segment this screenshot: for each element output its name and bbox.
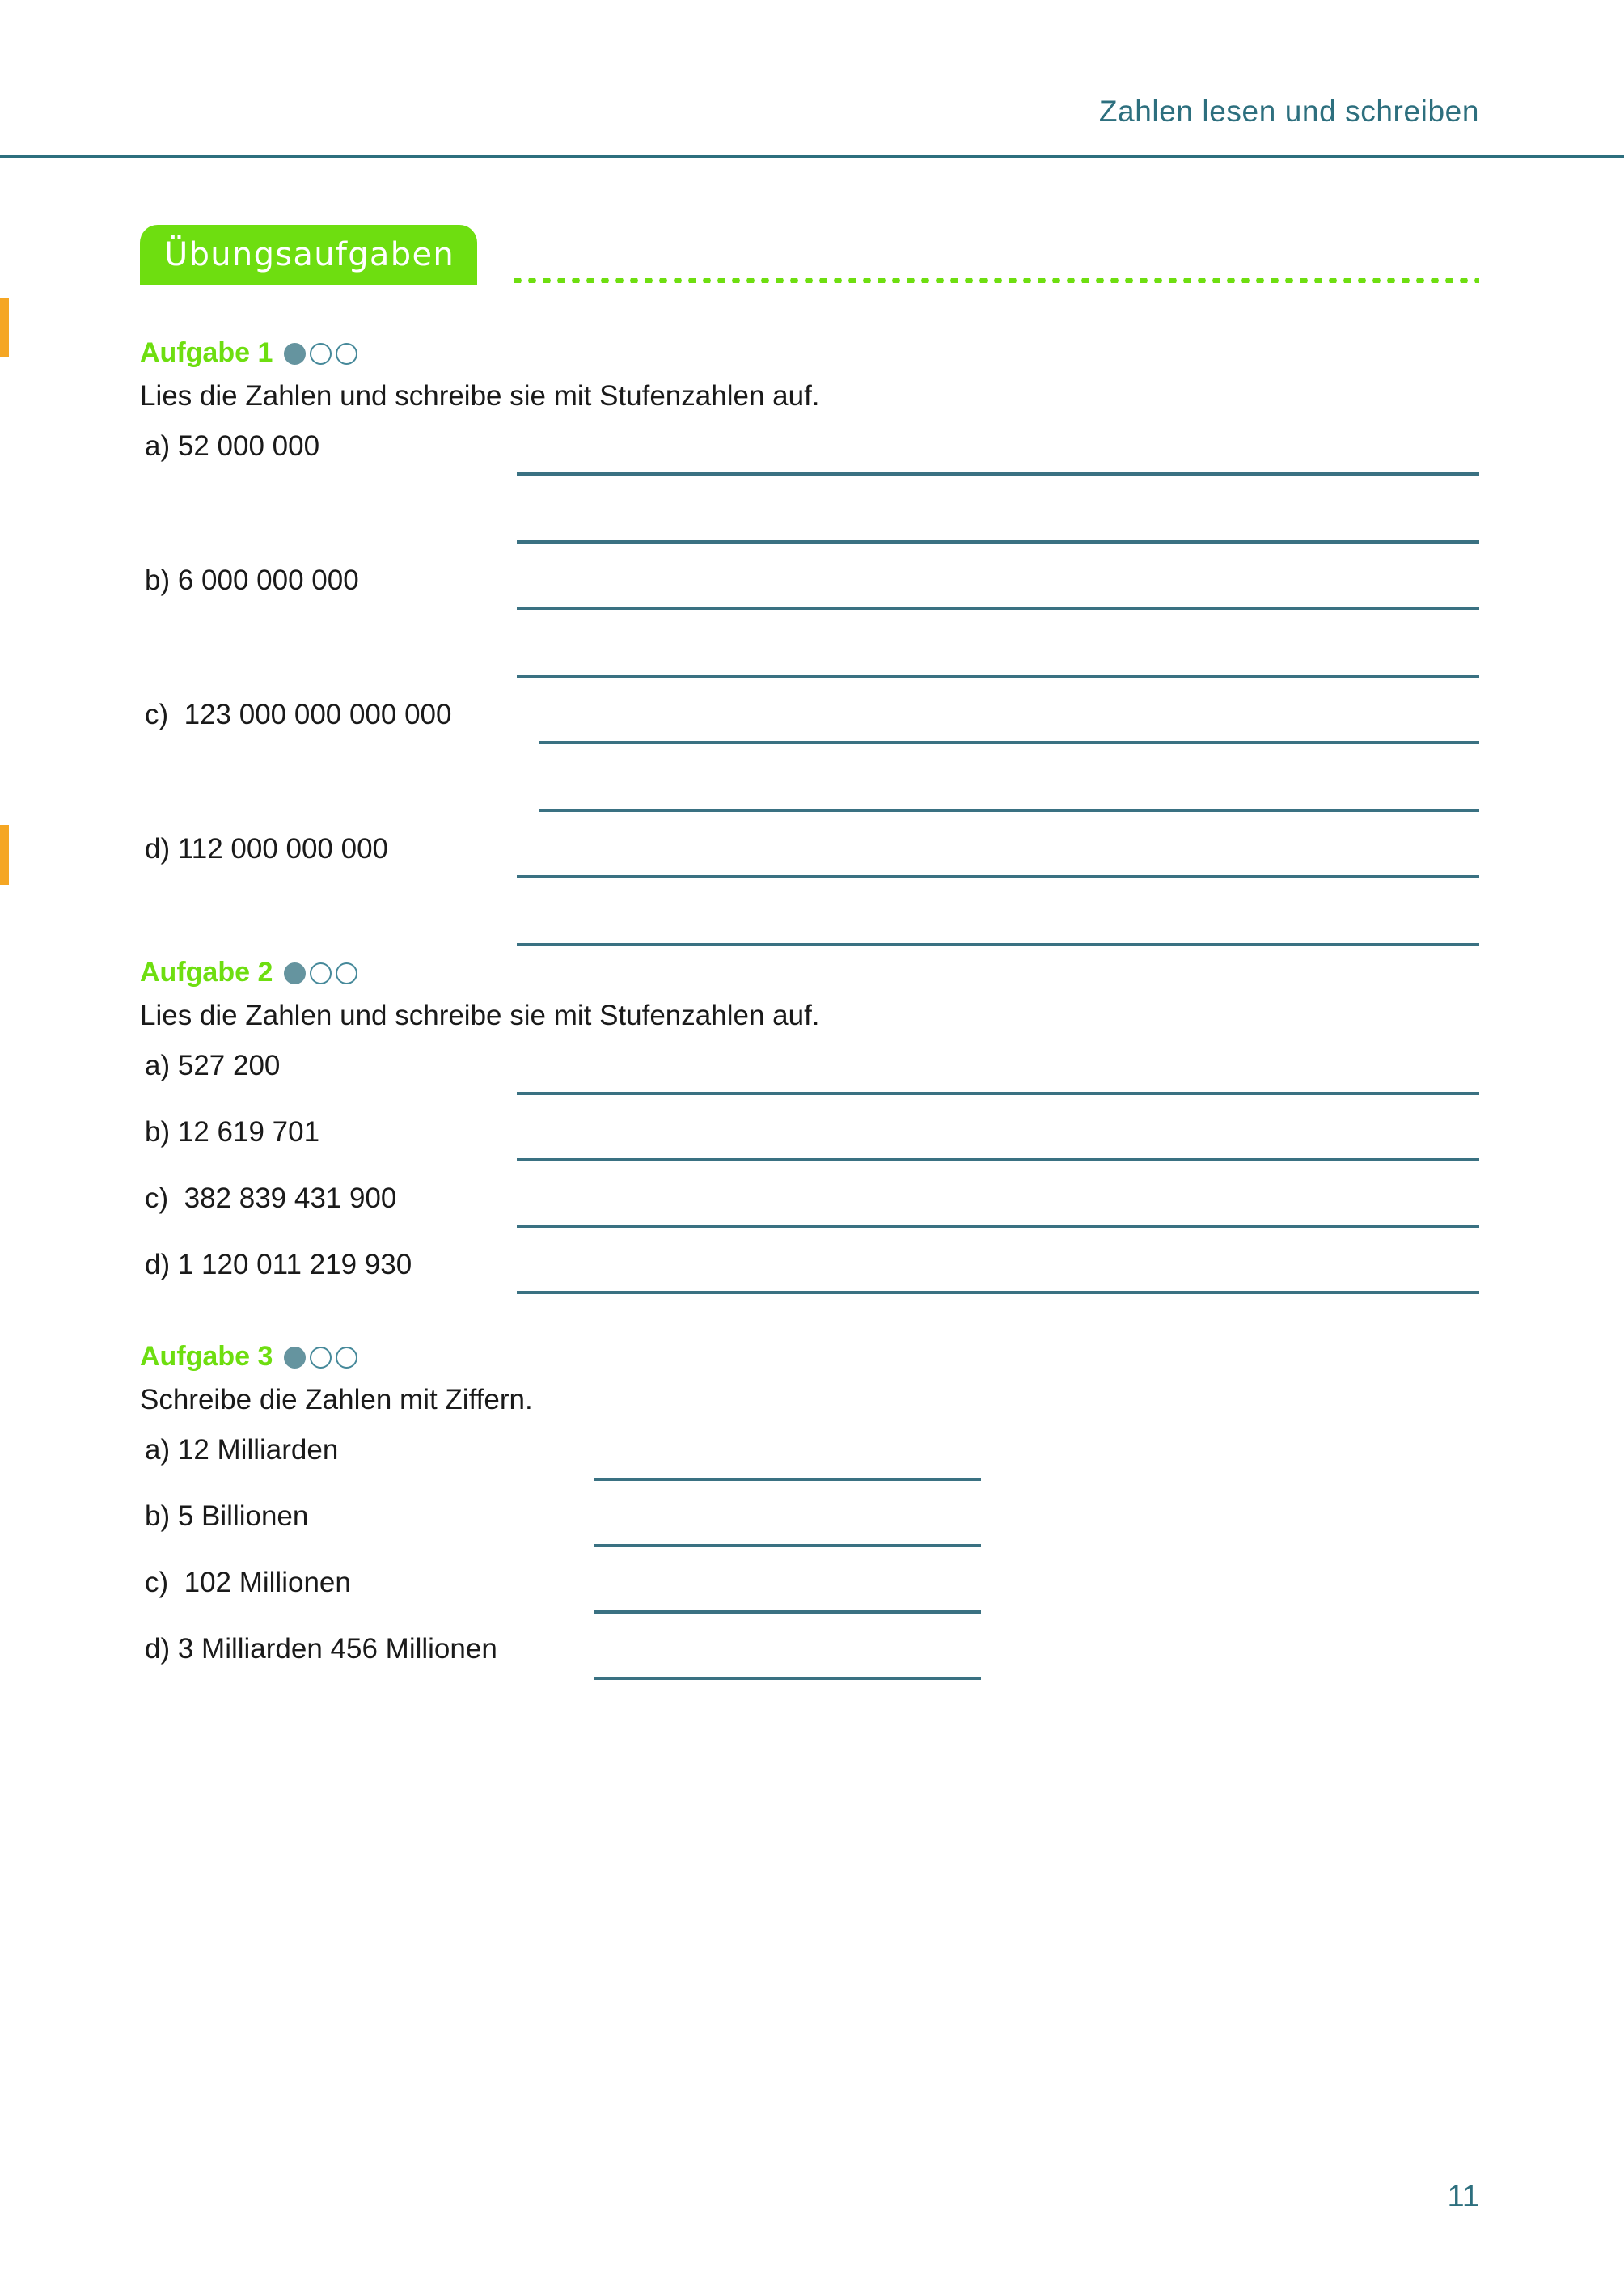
item-marker: d) [145,1632,171,1665]
header-divider [0,155,1624,158]
item-marker: a) [145,1049,171,1081]
item-text [140,699,452,731]
answer-line[interactable] [594,1544,981,1547]
exercise-1-title: Aufgabe 1 [140,336,273,368]
exercise-1-item-d [140,833,1479,967]
difficulty-dot-filled [284,343,306,365]
answer-line[interactable] [594,1610,981,1614]
exercise-1-item-c [140,699,1479,833]
answer-line[interactable] [517,1225,1479,1228]
exercise-3-instruction: Schreibe die Zahlen mit Ziffern. [140,1384,533,1415]
answer-line[interactable] [517,943,1479,946]
difficulty-dot-filled [284,962,306,984]
answer-line[interactable] [517,1092,1479,1095]
exercise-3-item-d [140,1633,1479,1699]
difficulty-dot-empty [336,962,357,984]
item-value: 12 619 701 [177,1115,320,1148]
exercise-block-1 [140,335,1479,967]
exercise-3-items [140,1434,1479,1699]
item-marker: b) [145,1115,171,1148]
exercise-2-item-d [140,1249,1479,1315]
exercise-1-instruction: Lies die Zahlen und schreibe sie mit Stufenzahlen auf. [140,380,820,412]
item-marker: d) [145,832,171,865]
item-value: 102 Millionen [184,1566,351,1598]
item-text [140,1249,412,1281]
item-marker: b) [145,564,171,596]
exercise-2-item-a [140,1050,1479,1116]
answer-line[interactable] [539,809,1479,812]
item-text [140,1500,308,1533]
item-value: 112 000 000 000 [177,832,389,865]
answer-line[interactable] [594,1478,981,1481]
item-value: 123 000 000 000 000 [184,698,452,730]
exercise-1-difficulty [284,341,357,365]
item-text [140,833,388,865]
exercise-2-title: Aufgabe 2 [140,956,273,988]
section-badge-container [140,225,477,285]
item-text [140,1116,319,1149]
exercise-3-difficulty [284,1345,357,1369]
exercise-3-title: Aufgabe 3 [140,1340,273,1372]
item-value: 382 839 431 900 [184,1182,397,1214]
item-value: 52 000 000 [177,429,320,462]
answer-line[interactable] [517,607,1479,610]
answer-line[interactable] [517,675,1479,678]
item-marker: b) [145,1500,171,1532]
exercise-2-item-c [140,1182,1479,1249]
item-text [140,1434,338,1466]
item-marker: d) [145,1248,171,1280]
item-text [140,1633,497,1665]
exercise-1-item-b [140,565,1479,699]
answer-line[interactable] [517,1291,1479,1294]
item-value: 527 200 [177,1049,281,1081]
section-badge-label: Übungsaufgaben [140,225,477,285]
answer-line[interactable] [517,1158,1479,1161]
exercise-block-2 [140,954,1479,1315]
item-text [140,1567,351,1599]
page-header-title: Zahlen lesen und schreiben [1098,95,1479,128]
page-number: 11 [1447,2180,1479,2214]
difficulty-dot-empty [310,962,332,984]
item-marker: a) [145,1433,171,1466]
item-text [140,430,319,463]
exercise-block-3 [140,1339,1479,1699]
answer-line[interactable] [539,741,1479,744]
exercise-2-items [140,1050,1479,1315]
answer-line[interactable] [517,875,1479,878]
item-marker: c) [145,1566,169,1598]
exercise-2-instruction: Lies die Zahlen und schreibe sie mit Stufenzahlen auf. [140,1000,820,1031]
exercise-2-difficulty [284,961,357,984]
item-value: 6 000 000 000 [177,564,359,596]
item-marker: c) [145,698,169,730]
section-dotted-rule [510,278,1479,283]
exercise-2-item-b [140,1116,1479,1182]
edge-tab-marker-bottom [0,825,9,885]
edge-tab-marker-top [0,298,9,357]
exercise-1-header [140,335,1479,370]
exercise-2-header [140,954,1479,990]
difficulty-dot-filled [284,1347,306,1369]
item-value: 3 Milliarden 456 Millionen [177,1632,497,1665]
difficulty-dot-empty [310,1347,332,1369]
answer-line[interactable] [594,1677,981,1680]
answer-line[interactable] [517,472,1479,476]
exercise-3-item-c [140,1567,1479,1633]
exercise-3-item-b [140,1500,1479,1567]
difficulty-dot-empty [336,1347,357,1369]
exercise-1-items [140,430,1479,967]
item-value: 5 Billionen [177,1500,309,1532]
answer-line[interactable] [517,540,1479,544]
item-text [140,1182,396,1215]
item-text [140,1050,280,1082]
item-value: 1 120 011 219 930 [177,1248,412,1280]
item-text [140,565,359,597]
item-marker: c) [145,1182,169,1214]
item-marker: a) [145,429,171,462]
exercise-3-item-a [140,1434,1479,1500]
exercise-1-item-a [140,430,1479,565]
difficulty-dot-empty [310,343,332,365]
exercise-3-header [140,1339,1479,1374]
difficulty-dot-empty [336,343,357,365]
item-value: 12 Milliarden [177,1433,339,1466]
